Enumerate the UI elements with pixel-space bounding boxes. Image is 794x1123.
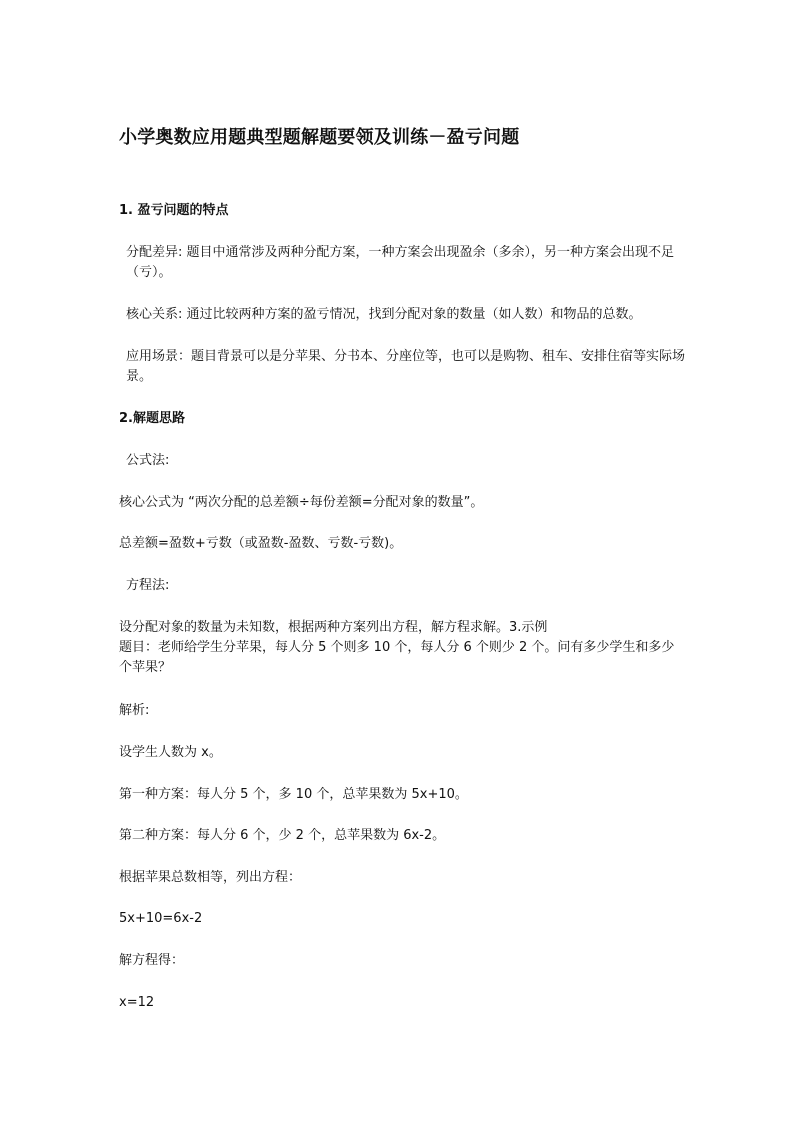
equation-line: 5x+10=6x-2 xyxy=(119,911,203,926)
paragraph-plan-one: 第一种方案：每人分 5 个，多 10 个，总苹果数为 5x+10。 xyxy=(119,787,468,802)
paragraph-distribution-difference: 分配差异: 题目中通常涉及两种分配方案，一种方案会出现盈余（多余），另一种方案会出现不足（亏）。 xyxy=(126,245,675,280)
formula-method-label: 公式法: xyxy=(126,453,170,468)
paragraph-let-x: 设学生人数为 x。 xyxy=(119,745,222,760)
paragraph-total-difference: 总差额=盈数+亏数（或盈数-盈数、亏数-亏数)。 xyxy=(119,536,403,551)
section-heading-features: 1. 盈亏问题的特点 xyxy=(119,203,229,218)
paragraph-application-scenario: 应用场景：题目背景可以是分苹果、分书本、分座位等，也可以是购物、租车、安排住宿等实际场景。 xyxy=(126,349,686,384)
paragraph-equation-method: 设分配对象的数量为未知数，根据两种方案列出方程，解方程求解。3.示例 xyxy=(119,620,548,635)
paragraph-problem: 题目：老师给学生分苹果，每人分 5 个则多 10 个，每人分 6 个则少 2 个。问有多少学生和多少个苹果？ xyxy=(119,640,675,675)
document-title: 小学奥数应用题典型题解题要领及训练－盈亏问题 xyxy=(119,127,520,148)
result-line: x=12 xyxy=(119,995,155,1010)
paragraph-core-formula: 核心公式为 “两次分配的总差额÷每份差额=分配对象的数量”。 xyxy=(119,495,484,510)
paragraph-plan-two: 第二种方案：每人分 6 个，少 2 个，总苹果数为 6x-2。 xyxy=(119,828,446,843)
solve-label: 解方程得： xyxy=(119,953,185,968)
equation-method-label: 方程法: xyxy=(126,578,170,593)
paragraph-equate: 根据苹果总数相等，列出方程： xyxy=(119,870,302,885)
solution-label: 解析: xyxy=(119,703,150,718)
section-heading-approach: 2.解题思路 xyxy=(119,411,185,426)
paragraph-core-relation: 核心关系: 通过比较两种方案的盈亏情况，找到分配对象的数量（如人数）和物品的总数。 xyxy=(126,307,642,322)
